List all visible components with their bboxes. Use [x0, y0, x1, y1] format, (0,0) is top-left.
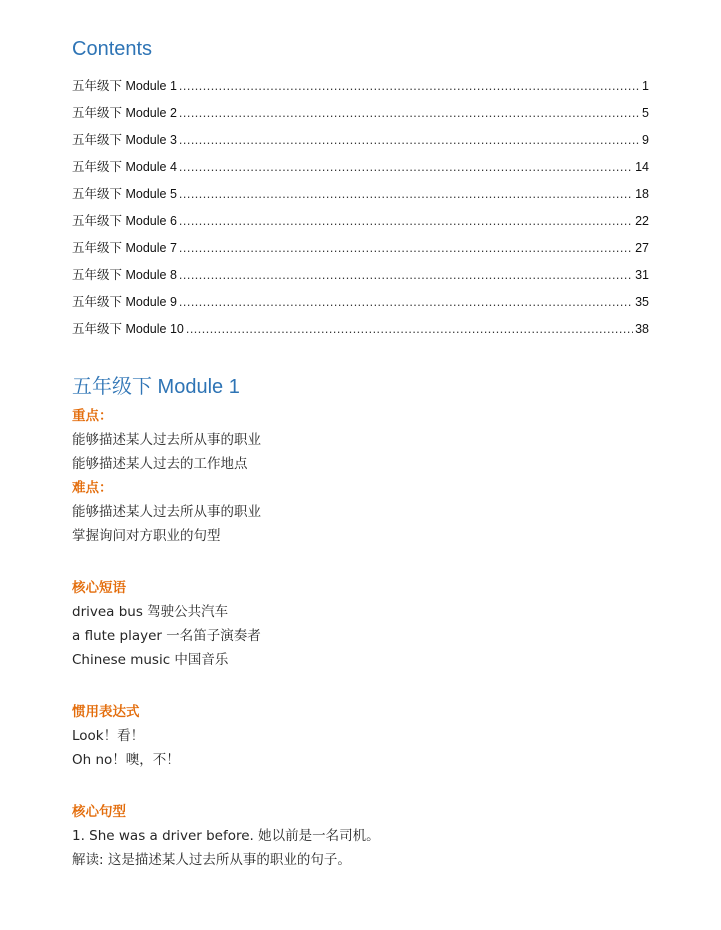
toc-entry-page: 22 [635, 214, 649, 228]
toc-entry[interactable] [72, 94, 649, 121]
key-point-item: 能够描述某人过去所从事的职业 [72, 432, 261, 448]
toc-leader-dots [179, 294, 633, 310]
toc-entry[interactable] [72, 310, 649, 337]
phrase-item: drivea bus 驾驶公共汽车 [72, 604, 229, 620]
module-section [72, 372, 662, 872]
toc-entry-page: 5 [642, 106, 649, 120]
toc-entry-label: 五年级下 Module 8 [72, 268, 177, 282]
toc-leader-dots [179, 78, 640, 94]
toc-title: Contents [72, 38, 153, 60]
toc-entry[interactable] [72, 202, 649, 229]
expression-item: Look！看！ [72, 728, 145, 744]
sentence-item: 1. She was a driver before. 她以前是一名司机。 [72, 828, 380, 844]
phrase-item: Chinese music 中国音乐 [72, 652, 229, 668]
toc-leader-dots [179, 240, 633, 256]
toc-entry-page: 35 [635, 295, 649, 309]
toc-entry-label: 五年级下 Module 9 [72, 295, 177, 309]
phrases-label: 核心短语 [72, 580, 126, 596]
toc-entry-label: 五年级下 Module 7 [72, 241, 177, 255]
toc-entry-label: 五年级下 Module 6 [72, 214, 177, 228]
toc-entry-page: 18 [635, 187, 649, 201]
module-heading: 五年级下 Module 1 [72, 376, 240, 398]
difficulty-item: 能够描述某人过去所从事的职业 [72, 504, 261, 520]
toc-entry-label: 五年级下 Module 2 [72, 106, 177, 120]
toc-entry[interactable] [72, 229, 649, 256]
difficulty-item: 掌握询问对方职业的句型 [72, 528, 221, 544]
spacer [72, 548, 662, 576]
toc-entry[interactable] [72, 256, 649, 283]
table-of-contents [72, 67, 649, 337]
toc-entry[interactable] [72, 175, 649, 202]
toc-entry[interactable] [72, 148, 649, 175]
toc-entry[interactable] [72, 121, 649, 148]
expressions-label: 惯用表达式 [72, 704, 140, 720]
toc-entry-page: 14 [635, 160, 649, 174]
toc-entry-label: 五年级下 Module 4 [72, 160, 177, 174]
toc-leader-dots [179, 213, 633, 229]
toc-leader-dots [179, 186, 633, 202]
toc-entry-page: 9 [642, 133, 649, 147]
toc-entry-label: 五年级下 Module 1 [72, 79, 177, 93]
toc-entry[interactable] [72, 283, 649, 310]
spacer [72, 772, 662, 800]
toc-leader-dots [186, 321, 633, 337]
toc-entry-label: 五年级下 Module 3 [72, 133, 177, 147]
key-points-label: 重点： [72, 408, 113, 424]
toc-entry[interactable] [72, 67, 649, 94]
toc-entry-page: 1 [642, 79, 649, 93]
toc-entry-label: 五年级下 Module 10 [72, 322, 184, 336]
spacer [72, 672, 662, 700]
phrase-item: a flute player 一名笛子演奏者 [72, 628, 261, 644]
expression-item: Oh no！噢，不！ [72, 752, 180, 768]
toc-entry-page: 27 [635, 241, 649, 255]
difficulties-label: 难点： [72, 480, 113, 496]
toc-leader-dots [179, 267, 633, 283]
sentence-item: 解读: 这是描述某人过去所从事的职业的句子。 [72, 852, 351, 868]
toc-leader-dots [179, 132, 640, 148]
toc-leader-dots [179, 105, 640, 121]
toc-leader-dots [179, 159, 633, 175]
toc-entry-page: 31 [635, 268, 649, 282]
sentences-label: 核心句型 [72, 804, 126, 820]
toc-entry-label: 五年级下 Module 5 [72, 187, 177, 201]
toc-entry-page: 38 [635, 322, 649, 336]
key-point-item: 能够描述某人过去的工作地点 [72, 456, 248, 472]
